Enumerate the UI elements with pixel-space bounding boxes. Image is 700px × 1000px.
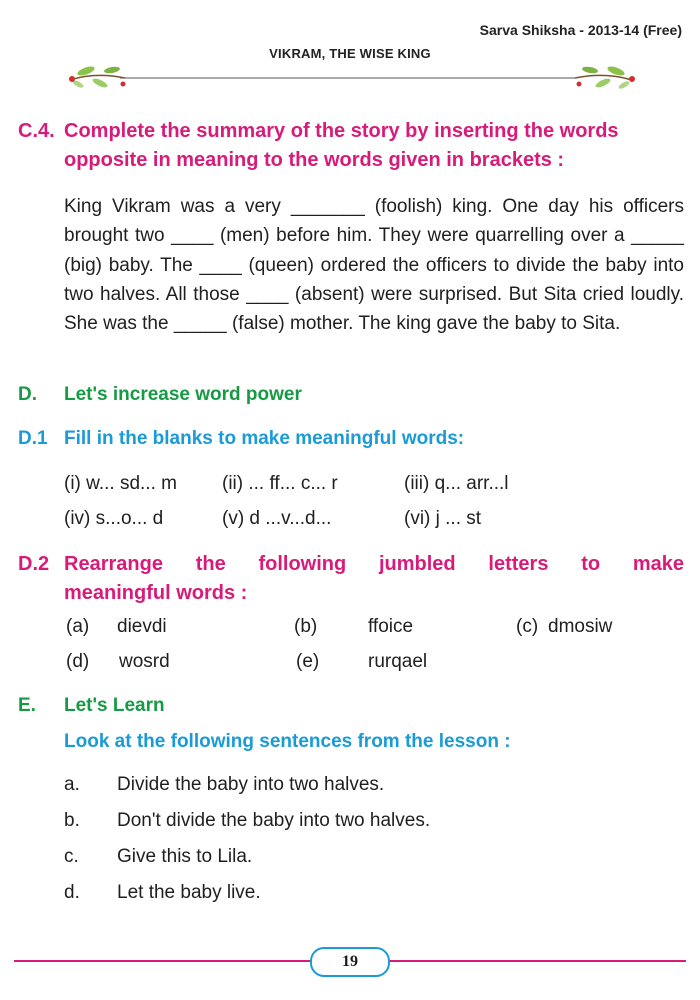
sentence-text-d: Let the baby live. [117, 882, 261, 903]
d1-title: Fill in the blanks to make meaningful words: [64, 428, 465, 449]
e-subtitle: Look at the following sentences from the lesson : [64, 731, 511, 752]
sentence-mark-d: d. [64, 882, 80, 903]
d2-mark-e: (e) [296, 651, 320, 672]
d2-mark-b: (b) [294, 616, 318, 637]
d-label: D. [18, 384, 37, 405]
c4-summary-text: King Vikram was a very _______ (foolish) king. One day his officers brought two ____ (men) before him. They were quarrelling over a _____ (big) baby. The ____ (queen) ordered the officers to divide the baby into two halves. All those ____ (absent) were surprised. But Sita cried loudly. She was the _____ (false) mother. The king gave the baby to Sita. [64, 196, 684, 335]
d1-label: D.1 [18, 428, 48, 449]
right-vine-icon [575, 65, 635, 91]
d-title: Let's increase word power [64, 384, 302, 405]
d2-title [64, 550, 694, 608]
left-vine-icon [69, 65, 126, 90]
d1-item-vi: (vi) j ... st [404, 508, 482, 529]
d2-word-a: dievdi [117, 616, 167, 637]
footer-rule-right [386, 960, 686, 962]
c4-instruction-line2: opposite in meaning to the words given in brackets : [64, 149, 565, 171]
footer-rule-left [14, 960, 310, 962]
sentence-mark-b: b. [64, 810, 80, 831]
d2-label: D.2 [18, 553, 50, 575]
series-label: Sarva Shiksha - 2013-14 (Free) [479, 22, 682, 38]
e-title: Let's Learn [64, 695, 165, 716]
sentence-text-a: Divide the baby into two halves. [117, 774, 385, 795]
lesson-title: VIKRAM, THE WISE KING [269, 46, 431, 61]
d2-mark-d: (d) [66, 651, 90, 672]
d2-title-line1: Rearrange the following jumbled letters to make [64, 553, 684, 575]
d1-item-ii: (ii) ... ff... c... r [222, 473, 338, 494]
d2-mark-a: (a) [66, 616, 90, 637]
sentence-text-c: Give this to Lila. [117, 846, 253, 867]
c4-summary-paragraph [64, 192, 684, 338]
d1-item-iii: (iii) q... arr...l [404, 473, 509, 494]
d2-word-b: ffoice [368, 616, 414, 637]
c4-instruction-line1: Complete the summary of the story by inserting the words [64, 120, 619, 142]
c4-label: C.4. [18, 120, 55, 142]
e-label: E. [18, 695, 36, 716]
d2-title-line2: meaningful words : [64, 582, 248, 604]
d1-item-i: (i) w... sd... m [64, 473, 177, 494]
sentence-mark-a: a. [64, 774, 80, 795]
d1-item-iv: (iv) s...o... d [64, 508, 164, 529]
header-ornament [0, 64, 700, 94]
sentence-mark-c: c. [64, 846, 79, 867]
d2-word-e: rurqael [368, 651, 428, 672]
d1-item-v: (v) d ...v...d... [222, 508, 332, 529]
c4-instruction [64, 117, 694, 175]
page-number: 19 [310, 947, 390, 977]
sentence-text-b: Don't divide the baby into two halves. [117, 810, 431, 831]
d2-word-c: dmosiw [548, 616, 613, 637]
d2-word-d: wosrd [119, 651, 170, 672]
d2-mark-c: (c) [516, 616, 539, 637]
